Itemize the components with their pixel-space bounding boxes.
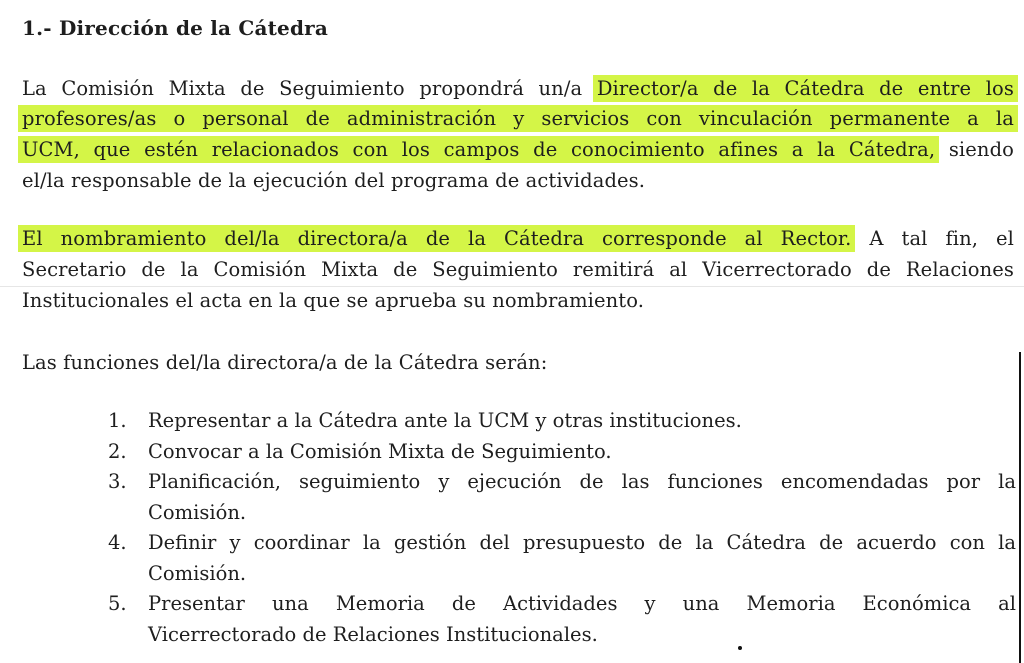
list-number: 3. bbox=[108, 470, 127, 493]
paragraph-1-text: siendo bbox=[948, 138, 1014, 161]
functions-intro: Las funciones del/la directora/a de la Cátedra serán: bbox=[22, 351, 548, 374]
paragraph-2-line-2: Secretario de la Comisión Mixta de Seguimiento remitirá al Vicerrectorado de Relaciones bbox=[22, 258, 1014, 281]
list-item bbox=[108, 528, 1016, 558]
scan-speck bbox=[738, 646, 742, 650]
paragraph-1-line-1 bbox=[22, 74, 1014, 104]
paragraph-1-line-4: el/la responsable de la ejecución del programa de actividades. bbox=[22, 169, 646, 192]
scan-artifact-line bbox=[0, 286, 1024, 287]
highlighted-text: El nombramiento del/la directora/a de la Cátedra corresponde al Rector. bbox=[18, 225, 855, 252]
paragraph-2-line-1 bbox=[22, 224, 1014, 254]
list-item bbox=[108, 406, 742, 436]
paragraph-2-line-3: Institucionales el acta en la que se aprueba su nombramiento. bbox=[22, 289, 645, 312]
list-number: 1. bbox=[108, 409, 127, 432]
paragraph-2-text: A tal fin, el bbox=[869, 227, 1014, 250]
list-item-text: Presentar una Memoria de Actividades y una Memoria Económica al bbox=[148, 592, 1016, 615]
list-item-continuation: Vicerrectorado de Relaciones Institucionales. bbox=[148, 623, 598, 646]
paragraph-1-line-3 bbox=[22, 135, 1014, 165]
scan-page-edge bbox=[1019, 352, 1021, 663]
list-number: 2. bbox=[108, 440, 127, 463]
highlighted-text: profesores/as o personal de administración y servicios con vinculación permanente a la bbox=[18, 105, 1018, 132]
list-number: 4. bbox=[108, 531, 127, 554]
list-item-continuation: Comisión. bbox=[148, 562, 247, 585]
section-heading: 1.- Dirección de la Cátedra bbox=[22, 16, 329, 40]
highlighted-text: UCM, que estén relacionados con los campos de conocimiento afines a la Cátedra, bbox=[18, 136, 939, 163]
list-item-text: Planificación, seguimiento y ejecución de las funciones encomendadas por la bbox=[148, 470, 1016, 493]
list-item bbox=[108, 589, 1016, 619]
highlighted-text: Director/a de la Cátedra de entre los bbox=[593, 75, 1018, 102]
paragraph-1-line-2 bbox=[22, 104, 1014, 134]
list-item-text: Representar a la Cátedra ante la UCM y otras instituciones. bbox=[148, 409, 742, 432]
list-number: 5. bbox=[108, 592, 127, 615]
list-item-continuation: Comisión. bbox=[148, 501, 247, 524]
paragraph-1-text: La Comisión Mixta de Seguimiento propondrá un/a bbox=[22, 77, 583, 100]
list-item bbox=[108, 467, 1016, 497]
list-item-text: Definir y coordinar la gestión del presupuesto de la Cátedra de acuerdo con la bbox=[148, 531, 1016, 554]
list-item bbox=[108, 437, 612, 467]
list-item-text: Convocar a la Comisión Mixta de Seguimiento. bbox=[148, 440, 612, 463]
